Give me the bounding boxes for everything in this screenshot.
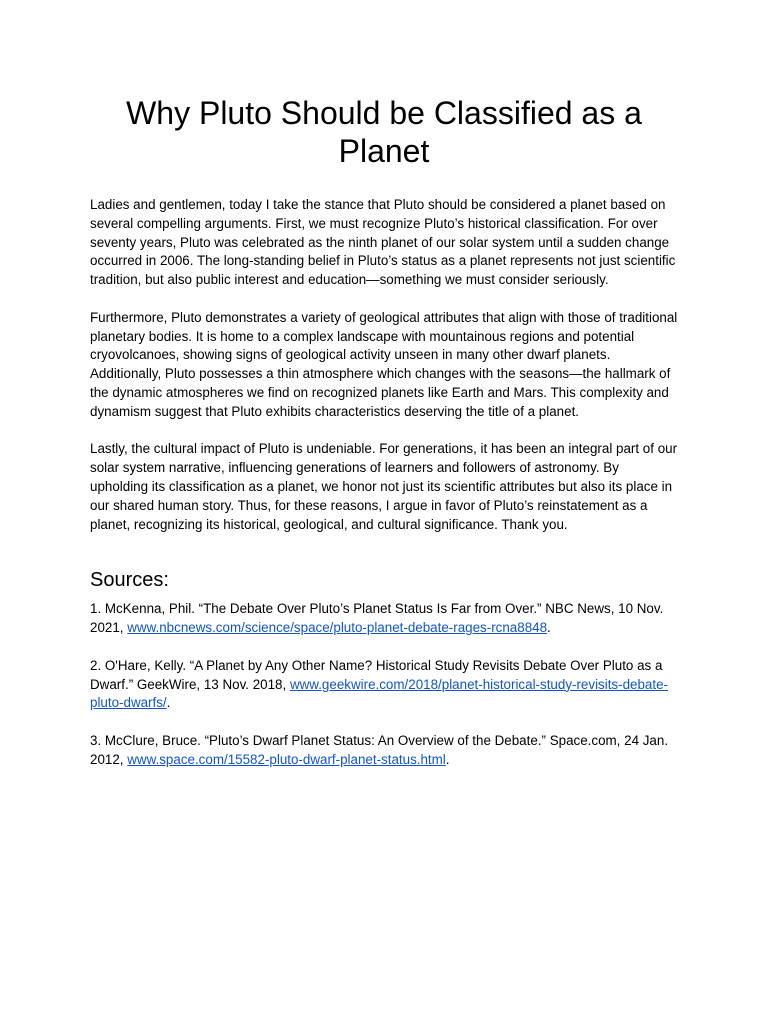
source-citation: 2. O'Hare, Kelly. “A Planet by Any Other Name? Historical Study Revisits Debate Over Pluto as a Dwarf.” GeekWire, 13 Nov. 2018,	[90, 657, 663, 692]
source-item-2	[90, 657, 678, 713]
source-end: .	[445, 751, 450, 767]
sources-heading: Sources:	[90, 569, 169, 592]
document-body	[90, 196, 678, 534]
source-citation: 1. McKenna, Phil. “The Debate Over Pluto’s Planet Status Is Far from Over.” NBC News, 10 Nov. 2021,	[90, 601, 664, 636]
source-end: .	[166, 695, 171, 711]
document-page	[0, 94, 768, 1024]
source-item-1	[90, 600, 678, 638]
source-end: .	[547, 620, 551, 636]
sources-list	[90, 600, 678, 769]
source-link-geekwire[interactable]: www.geekwire.com/2018/planet-historical-study-revisits-debate-pluto-dwarfs/	[90, 676, 669, 711]
paragraph-history: Ladies and gentlemen, today I take the stance that Pluto should be considered a planet based on several compelling arguments. First, we must recognize Pluto’s historical classification. For over seventy years, Pluto was celebrated as the ninth planet of our solar system until a sudden change occurred in 2006. The long-standing belief in Pluto’s status as a planet represents not just scientific tradition, but also public interest and education—something we must consider seriously.	[90, 197, 676, 288]
paragraph-culture: Lastly, the cultural impact of Pluto is undeniable. For generations, it has been an integral part of our solar system narrative, influencing generations of learners and followers of astronomy. By upholding its classification as a planet, we honor not just its scientific attributes but also its place in our shared human story. Thus, for these reasons, I argue in favor of Pluto’s reinstatement as a planet, recognizing its historical, geological, and cultural significance. Thank you.	[90, 441, 678, 532]
paragraph-geology: Furthermore, Pluto demonstrates a variety of geological attributes that align with those of traditional planetary bodies. It is home to a complex landscape with mountainous regions and potential cryovolcanoes, showing signs of geological activity unseen in many other dwarf planets. Additionally, Pluto possesses a thin atmosphere which changes with the seasons—the hallmark of the dynamic atmospheres we find on recognized planets like Earth and Mars. This complexity and dynamism suggest that Pluto exhibits characteristics deserving the title of a planet.	[90, 309, 678, 419]
source-citation: 3. McClure, Bruce. “Pluto’s Dwarf Planet Status: An Overview of the Debate.” Space.com, 24 Jan. 2012,	[90, 732, 669, 767]
document-title: Why Pluto Should be Classified as a Planet	[126, 95, 642, 169]
source-item-3	[90, 732, 678, 770]
source-link-space[interactable]: www.space.com/15582-pluto-dwarf-planet-status.html	[127, 751, 446, 767]
source-link-nbcnews[interactable]: www.nbcnews.com/science/space/pluto-planet-debate-rages-rcna8848	[127, 620, 548, 636]
